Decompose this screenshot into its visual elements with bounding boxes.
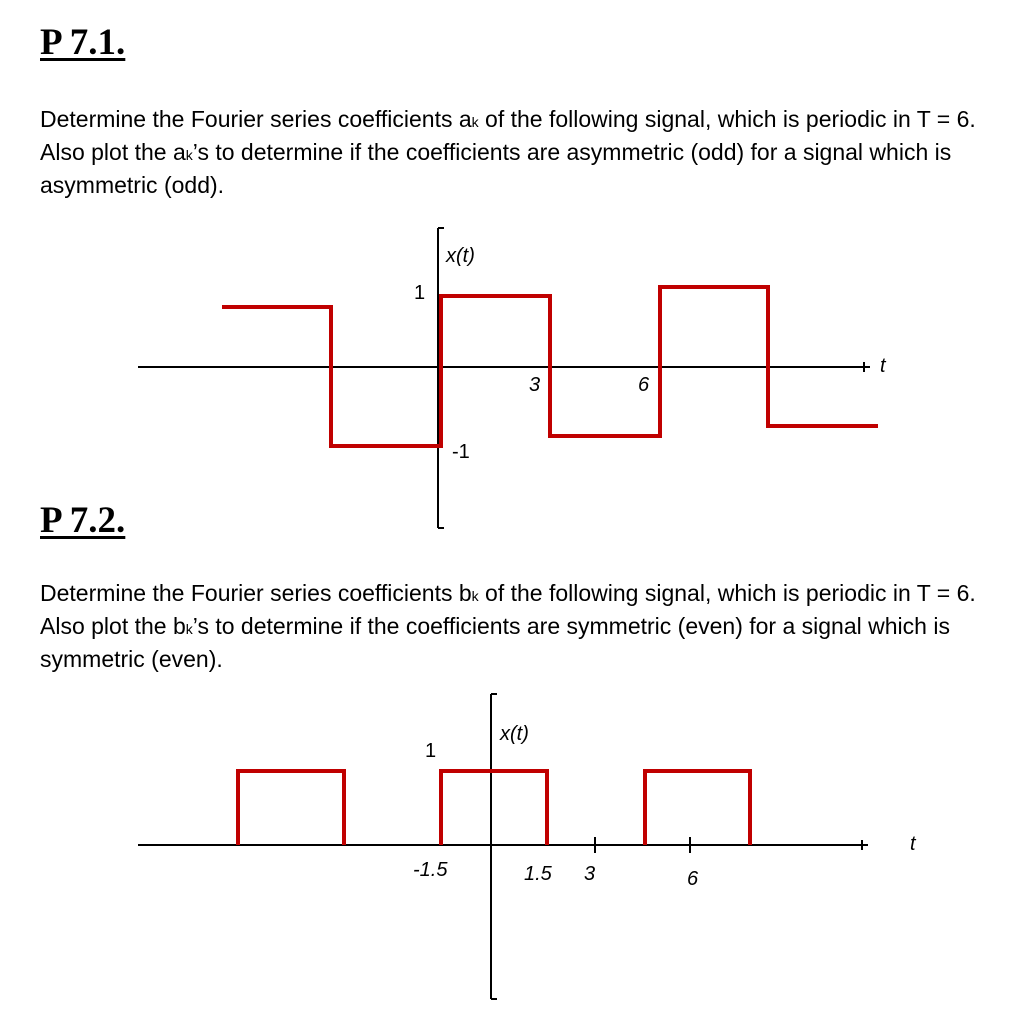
- problem-7-1-text: Determine the Fourier series coefficients ak of the following signal, which is periodic in T = 6. Also plot the ak’s to determine if the coefficients are asymmetric (odd) for a signal which is asymmetric (odd).: [40, 106, 976, 198]
- p72-y-tick-1: 1: [425, 740, 437, 762]
- p71-y-tick-neg1: -1: [452, 441, 470, 463]
- problem-7-1-heading: P 7.1.: [40, 22, 126, 63]
- p72-x-tick-1-5: 1.5: [524, 863, 552, 885]
- p72-x-tick-3: 3: [584, 863, 596, 885]
- p71-plot: [138, 228, 887, 528]
- p72-pulse-right: [645, 771, 750, 845]
- p71-y-axis-label: x(t): [446, 245, 475, 267]
- p72-plot: [138, 694, 917, 999]
- p71-x-tick-3: 3: [529, 374, 541, 396]
- p71-x-tick-6: 6: [638, 374, 650, 396]
- p71-x-axis-label: t: [880, 355, 886, 377]
- problem-7-2-text: Determine the Fourier series coefficients bk of the following signal, which is periodic in T = 6. Also plot the bk’s to determine if the coefficients are symmetric (even) for a signal which is symmetric (even).: [40, 580, 976, 672]
- p72-x-tick-neg1-5: -1.5: [413, 859, 448, 881]
- problem-7-2-heading: P 7.2.: [40, 500, 126, 541]
- p71-y-tick-1: 1: [414, 282, 426, 304]
- p72-pulse-left: [238, 771, 344, 845]
- p72-pulse-center: [441, 771, 547, 845]
- p72-x-axis-label: t: [910, 833, 916, 855]
- p72-x-tick-6: 6: [687, 868, 699, 890]
- p72-y-axis-label: x(t): [500, 723, 529, 745]
